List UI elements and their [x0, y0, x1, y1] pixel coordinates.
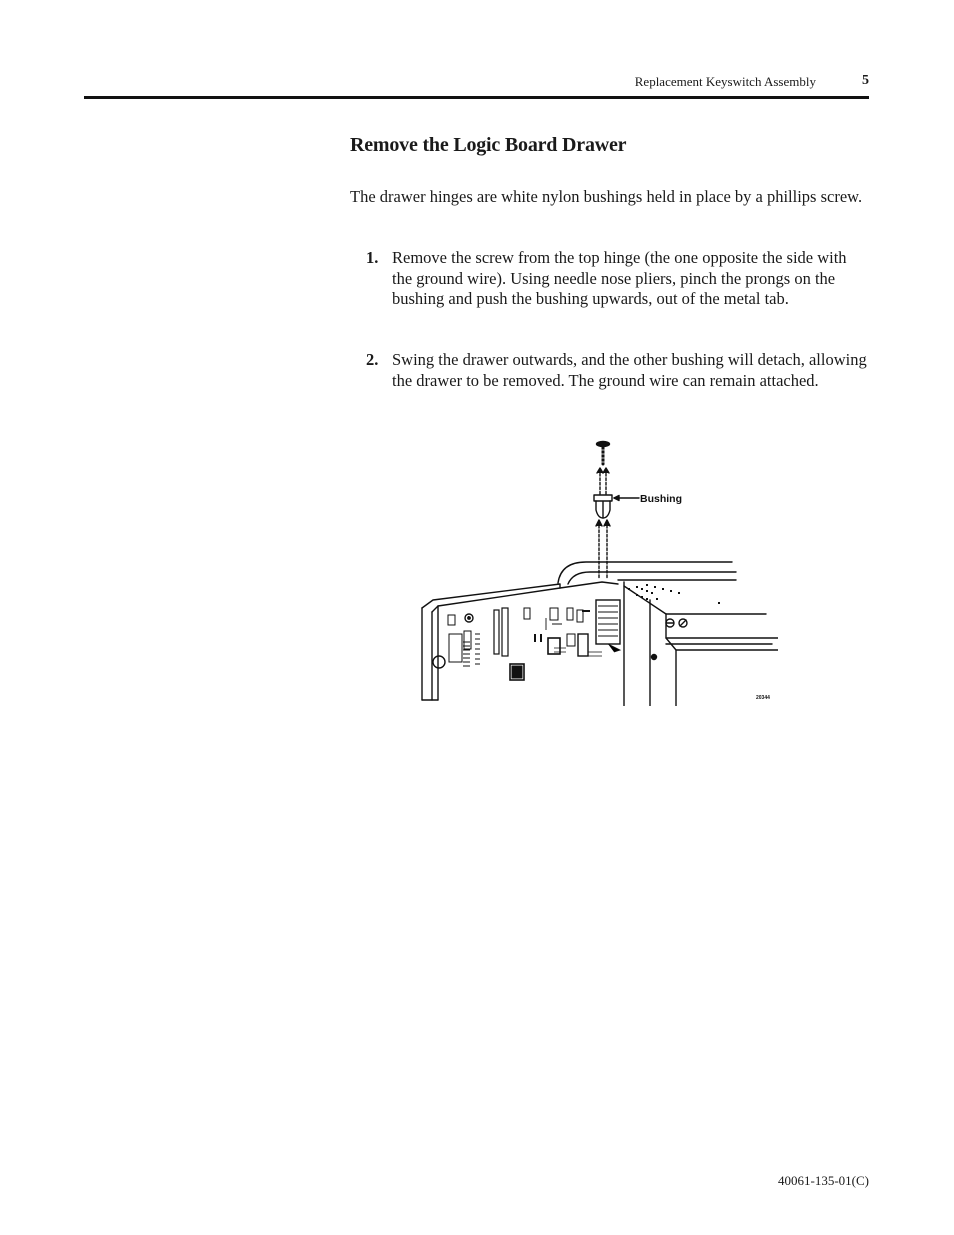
header-rule [84, 96, 869, 99]
figure-code: 20344 [756, 695, 770, 701]
step-1-text: Remove the screw from the top hinge (the one opposite the side with the ground wire). Using needle nose pliers, pinch the prongs on the bushing and push the bushing upwards, out of the metal tab. [392, 248, 847, 308]
figure-callout-bushing: Bushing [640, 493, 682, 505]
step-2-text: Swing the drawer outwards, and the other bushing will detach, allowing the drawer to be removed. The ground wire can remain attached. [392, 350, 867, 390]
document-number: 40061-135-01(C) [778, 1173, 869, 1188]
intro-paragraph: The drawer hinges are white nylon bushings held in place by a phillips screw. [350, 187, 863, 206]
bushing-part-icon [594, 495, 612, 518]
step-2-number: 2. [366, 350, 379, 369]
page-number: 5 [862, 73, 869, 88]
logic-board-drawer-illustration [418, 438, 778, 706]
step-1-number: 1. [366, 248, 379, 267]
running-header-title: Replacement Keyswitch Assembly [634, 74, 816, 89]
phillips-screw-icon [597, 442, 610, 465]
section-heading: Remove the Logic Board Drawer [350, 134, 627, 156]
